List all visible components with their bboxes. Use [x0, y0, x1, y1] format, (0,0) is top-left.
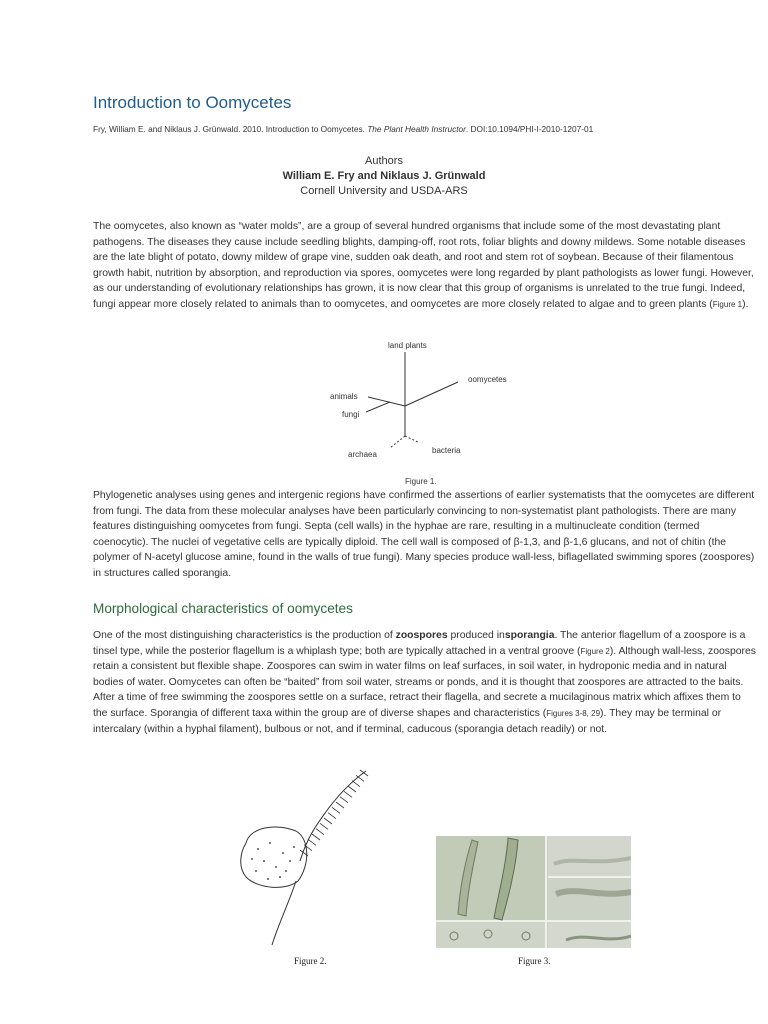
- tree-branch-fungi: [366, 402, 390, 412]
- morph-text-2: produced in: [447, 630, 505, 641]
- authors-block: [0, 154, 768, 199]
- intro-end: ).: [742, 298, 749, 310]
- flagellum-hair: [348, 786, 356, 792]
- term-sporangia: sporangia: [504, 630, 555, 641]
- flagellum-hair: [324, 818, 332, 824]
- morph-text-1: One of the most distinguishing characteristics is the production of: [93, 630, 396, 641]
- morph-text-5: ). They may be terminal or intercalary (within a hyphal filament), bulbous or not, and if terminal, caducous (sporangia detach readily) or not.: [93, 707, 722, 735]
- whiplash-flagellum: [272, 881, 296, 945]
- tree-branch-oomycetes: [405, 382, 458, 406]
- term-zoospores: zoospores: [395, 630, 448, 641]
- page-title: Introduction to Oomycetes: [93, 93, 292, 112]
- tree-branch-animals: [368, 397, 405, 406]
- figure1-tree: [330, 336, 530, 466]
- author-names: William E. Fry and Niklaus J. Grünwald: [282, 170, 486, 182]
- figure3-caption: Figure 3.: [518, 956, 551, 966]
- section-heading: Morphological characteristics of oomycetes: [93, 601, 353, 616]
- flagellum-hair: [308, 839, 316, 845]
- flagellum-hair: [344, 791, 352, 797]
- citation: [93, 124, 593, 134]
- flagellum-hair: [352, 781, 360, 787]
- flagellum-hair: [332, 807, 340, 813]
- label-land-plants: land plants: [388, 341, 427, 350]
- label-bacteria: bacteria: [432, 446, 461, 455]
- flagellum-hair: [340, 797, 348, 803]
- figure2-caption: Figure 2.: [294, 956, 327, 966]
- label-archaea: archaea: [348, 450, 377, 459]
- figure2-zoospore-drawing: [228, 765, 388, 955]
- morph-text-3: . The anterior flagellum of a zoospore is a tinsel type, while the posterior flagellum is a whiplash type; both are typically attached in a ventral groove (: [93, 630, 746, 657]
- figure1-caption: Figure 1.: [405, 477, 437, 486]
- authors-heading: Authors: [365, 155, 403, 167]
- phylo-paragraph: Phylogenetic analyses using genes and intergenic regions have confirmed the assertions of earlier systematists that the oomycetes are different from fungi. The data from these molecular analyses have been particularly convincing to non-systematist plant pathologists. There are many features distinguishing oomycetes from fungi. Septa (cell walls) in the hyphae are rare, resulting in a multinucleate condition (termed coenocytic). The nuclei of vegetative cells are typically diploid. The cell wall is composed of β-1,3, and β-1,6 glucans, and not of chitin (the polymer of N-acetyl glucose amine, found in the walls of true fungi). Many species produce wall-less, biflagellated swimming spores (zoospores) in structures called sporangia.: [93, 490, 755, 579]
- morph-paragraph: [93, 628, 757, 737]
- figure2-ref-link[interactable]: Figure 2: [580, 646, 610, 656]
- author-affiliation: Cornell University and USDA-ARS: [300, 185, 468, 197]
- flagellum-hair: [316, 829, 324, 835]
- morph-text-4: ). Although wall-less, zoospores retain a consistent but flexible shape. Zoospores can swim in water films on leaf surfaces, in soil water, in hydroponic media and in natural bodies of water. Oomycetes can often be “baited” from soil water, streams or ponds, and it is thought that zoospores are attracted to the baits. After a time of free swimming the zoospores settle on a surface, retract their flagella, and secrete a mucilaginous matrix which affixes them to the surface. Sporangia of different taxa within the group are of diverse shapes and characteristics (: [93, 645, 756, 719]
- tree-branch-archaea: [390, 436, 405, 448]
- flagellum-hair: [320, 823, 328, 829]
- flagellum-hair: [312, 834, 320, 840]
- figure3-micrograph: [436, 836, 631, 948]
- figures-3-8-ref-link[interactable]: Figures 3-8, 29: [546, 708, 601, 718]
- citation-journal: The Plant Health Instructor: [367, 124, 466, 134]
- figure1-ref-link[interactable]: Figure 1: [712, 299, 743, 309]
- zoospore-body: [241, 827, 307, 887]
- flagellum-hair: [328, 813, 336, 819]
- intro-text: The oomycetes, also known as “water molds”, are a group of several hundred organisms that include some of the most devastating plant pathogens. The diseases they cause include seedling blights, damping-off, root rots, foliar blights and downy mildews. Some notable diseases are the late blight of potato, downy mildew of grape vine, sudden oak death, and root and stem rot of soybean. Because of their filamentous growth habit, nutrition by absorption, and reproduction via spores, oomycetes were long regarded by plant pathologists as lower fungi. However, as our understanding of evolutionary relationships has grown, it is now clear that this group of organisms is unrelated to the true fungi. Indeed, fungi appear more closely related to animals than to oomycetes, and oomycetes are more closely related to algae and to green plants (: [93, 221, 754, 310]
- citation-text: Fry, William E. and Niklaus J. Grünwald. 2010. Introduction to Oomycetes.: [93, 124, 365, 134]
- citation-doi: . DOI:10.1094/PHI-I-2010-1207-01: [465, 124, 594, 134]
- label-oomycetes: oomycetes: [468, 375, 507, 384]
- flagellum-hair: [336, 802, 344, 808]
- intro-paragraph: [93, 219, 757, 313]
- label-animals: animals: [330, 392, 358, 401]
- tree-branch-bacteria: [405, 436, 418, 442]
- label-fungi: fungi: [342, 410, 360, 419]
